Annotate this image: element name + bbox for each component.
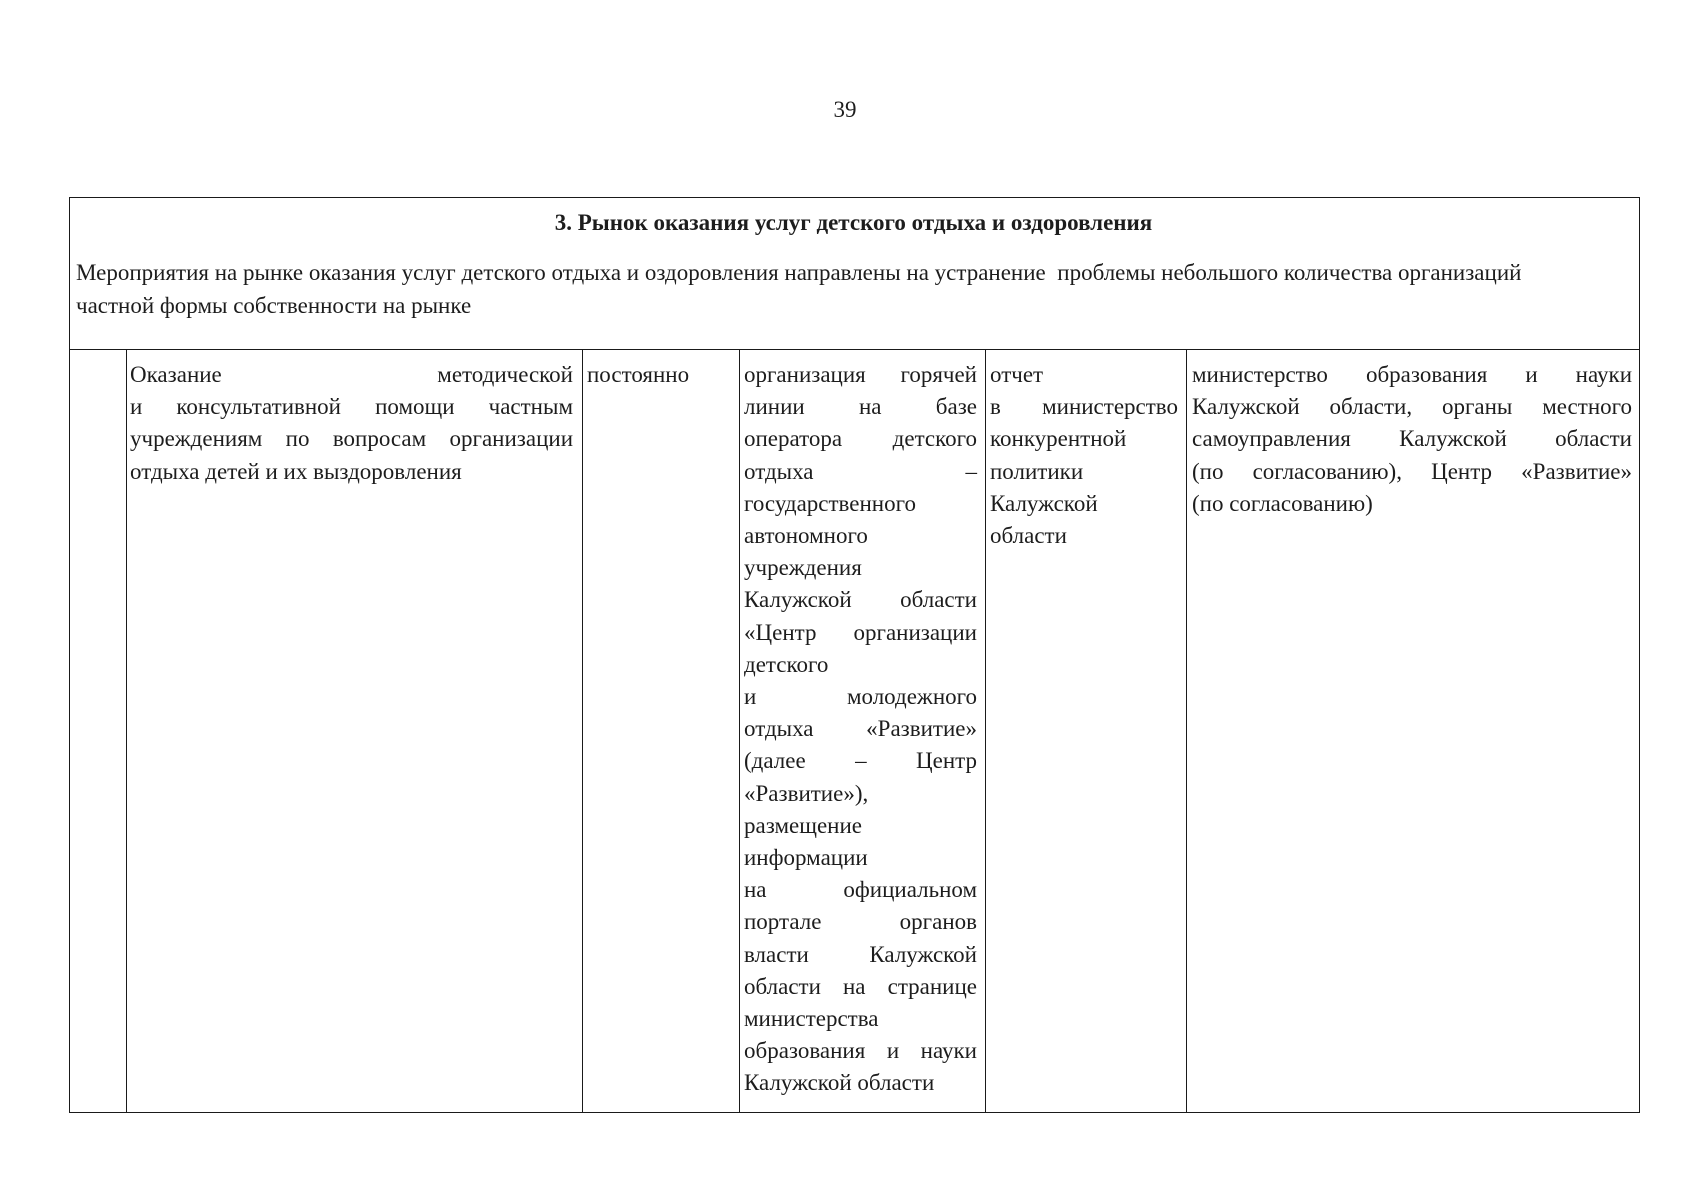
result-line: и молодежного (744, 684, 977, 710)
description-line: частной формы собственности на рынке (76, 293, 472, 318)
row-number-cell (70, 350, 127, 1112)
result-line: автономного (744, 523, 868, 549)
deadline-cell (583, 350, 740, 1112)
result-line: «Центр организации (744, 619, 977, 645)
page-number: 39 (833, 97, 857, 122)
result-line: «Развитие»), (744, 780, 869, 806)
result-line: отдыха «Развитие» (744, 716, 977, 742)
activity-line: учреждениям по вопросам организации (130, 426, 573, 452)
result-cell (740, 350, 986, 1112)
responsible-line: министерство образования и науки (1192, 362, 1632, 387)
activity-line: отдыха детей и их выздоровления (130, 458, 462, 484)
responsible-line: (по согласованию) (1192, 490, 1373, 516)
deadline-text: постоянно (587, 362, 690, 387)
result-line: Калужской области (744, 587, 977, 613)
report-line: в министерство (990, 394, 1178, 420)
result-line: образования и науки (744, 1038, 977, 1064)
report-line: области (990, 523, 1067, 549)
section-header (70, 198, 1639, 350)
result-line: области на странице (744, 973, 977, 999)
result-line: портале органов (744, 909, 977, 935)
description-line: Мероприятия на рынке оказания услуг детского отдыха и оздоровления направлены на устранение проблемы небольшого количества организаций (76, 260, 1522, 285)
responsible-line: Калужской области, органы местного (1192, 394, 1632, 420)
result-line: отдыха – (744, 458, 977, 484)
responsible-line: самоуправления Калужской области (1192, 426, 1632, 452)
result-line: (далее – Центр (744, 748, 977, 774)
result-line: Калужской области (744, 1070, 935, 1096)
report-line: конкурентной (990, 426, 1127, 452)
result-line: власти Калужской (744, 941, 977, 967)
result-line: детского (744, 651, 829, 677)
result-line: государственного (744, 490, 916, 516)
result-line: информации (744, 845, 868, 871)
responsible-cell (1187, 350, 1639, 1112)
report-line: Калужской (990, 490, 1098, 516)
activity-line: и консультативной помощи частным (130, 394, 573, 420)
result-line: оператора детского (744, 426, 977, 452)
report-line: политики (990, 458, 1084, 484)
result-line: линии на базе (744, 394, 977, 420)
table-row (70, 350, 1639, 1112)
report-line: отчет (990, 362, 1044, 387)
section-title: 3. Рынок оказания услуг детского отдыха и оздоровления (554, 210, 1153, 235)
result-line: на официальном (744, 877, 977, 903)
activity-cell (127, 350, 583, 1112)
activity-line: Оказание методической (130, 362, 573, 387)
responsible-line: (по согласованию), Центр «Развитие» (1192, 458, 1632, 484)
report-cell (986, 350, 1187, 1112)
result-line: организация горячей (744, 362, 977, 387)
result-line: размещение (744, 812, 862, 838)
section-description (76, 256, 1631, 322)
measures-table (69, 197, 1640, 1113)
result-line: учреждения (744, 555, 862, 581)
result-line: министерства (744, 1006, 879, 1032)
